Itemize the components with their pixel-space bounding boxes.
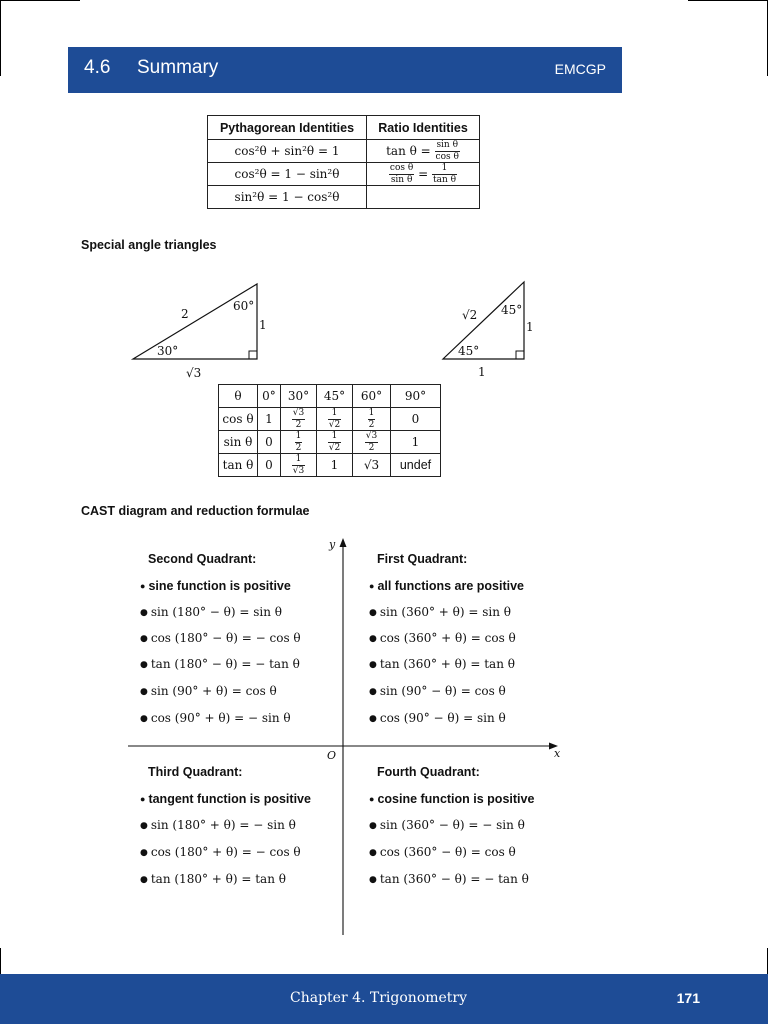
crop-mark-bottom-left-v (0, 948, 1, 974)
bullet-icon: ● (369, 634, 377, 644)
fraction-numerator: √3 (365, 430, 378, 441)
side-label-base: 1 (478, 365, 486, 379)
fraction-numerator: sin θ (436, 139, 459, 150)
list-item (369, 792, 534, 806)
chapter-label: Chapter 4. Trigonometry (290, 990, 468, 1006)
formula: sin (90° − θ) = cos θ (379, 684, 506, 698)
triangle-30-60-outline (133, 284, 257, 359)
list-item (140, 845, 301, 859)
table-row (208, 116, 480, 140)
list-item (140, 711, 291, 725)
list-item (140, 684, 277, 698)
fraction-denominator: cos θ (435, 151, 459, 162)
table-row (208, 186, 480, 209)
list-item (140, 657, 300, 671)
bullet-icon: ● (369, 794, 375, 804)
bullet-icon: ● (369, 660, 377, 670)
row-label-sin: sin θ (219, 431, 258, 454)
y-axis-arrowhead (340, 538, 347, 547)
page-number: 171 (676, 990, 700, 1006)
formula: cos (180° − θ) = − cos θ (150, 631, 301, 645)
bullet-icon: ● (369, 875, 377, 885)
fraction-numerator: cos θ (389, 162, 414, 173)
table-row (208, 163, 480, 186)
pythagorean-identity: cos²θ = 1 − sin²θ (208, 163, 367, 186)
table-header: 45° (317, 385, 353, 408)
bullet-icon: ● (140, 608, 148, 618)
table-row (208, 140, 480, 163)
table-header: 60° (353, 385, 391, 408)
table-cell: 1 (258, 408, 281, 431)
bullet-icon: ● (369, 848, 377, 858)
third-quadrant-title: Third Quadrant: (148, 765, 243, 779)
list-item (369, 579, 524, 593)
table-row (219, 408, 441, 431)
value-fraction (292, 455, 305, 476)
quadrant-lead: cosine function is positive (377, 792, 535, 806)
value-fraction (328, 432, 341, 453)
fraction-denominator: 2 (368, 442, 375, 453)
formula: cos (360° − θ) = cos θ (379, 845, 516, 859)
value-fraction (365, 432, 378, 453)
list-item (369, 657, 515, 671)
triangle-45-outline (443, 282, 524, 359)
row-label-tan: tan θ (219, 454, 258, 477)
angle-label-45-left: 45° (458, 344, 480, 358)
empty-cell (367, 186, 480, 209)
pythagorean-identity: sin²θ = 1 − cos²θ (208, 186, 367, 209)
equals-sign: = (418, 166, 429, 181)
fraction-denominator: 2 (368, 419, 375, 430)
table-cell: 1 (391, 431, 441, 454)
table-cell (317, 431, 353, 454)
fraction-numerator: 1 (328, 432, 341, 443)
pythagorean-identity: cos²θ + sin²θ = 1 (208, 140, 367, 163)
bullet-icon: ● (140, 581, 146, 591)
cast-axes (0, 530, 768, 950)
list-item (140, 631, 301, 645)
list-item (140, 872, 286, 886)
list-item (140, 792, 311, 806)
fourth-quadrant-title: Fourth Quadrant: (377, 765, 480, 779)
formula: tan (360° + θ) = tan θ (379, 657, 515, 671)
special-angles-heading: Special angle triangles (81, 238, 217, 252)
second-quadrant-title: Second Quadrant: (148, 552, 257, 566)
list-item (369, 684, 506, 698)
fraction-numerator: 1 (295, 430, 302, 441)
triangle-30-60-90 (0, 280, 768, 380)
table-header-ratio: Ratio Identities (367, 116, 480, 140)
angle-label-30: 30° (157, 344, 179, 358)
special-angle-table (218, 384, 441, 477)
table-row (219, 454, 441, 477)
table-cell (317, 408, 353, 431)
fraction-denominator: tan θ (433, 174, 457, 185)
fraction-denominator: √2 (328, 419, 341, 430)
formula: tan (180° + θ) = tan θ (150, 872, 286, 886)
table-cell: √3 (353, 454, 391, 477)
table-header: 90° (391, 385, 441, 408)
fraction-denominator: √3 (292, 465, 305, 476)
section-header (68, 47, 622, 93)
bullet-icon: ● (140, 875, 148, 885)
bullet-icon: ● (140, 660, 148, 670)
list-item (369, 872, 529, 886)
right-angle-marker (516, 351, 524, 359)
y-axis-label: y (329, 538, 336, 551)
bullet-icon: ● (140, 821, 148, 831)
value-fraction (292, 409, 305, 430)
list-item (369, 845, 516, 859)
hypotenuse-label: 2 (181, 307, 189, 321)
table-cell: 0 (258, 454, 281, 477)
value-fraction (295, 432, 303, 453)
ratio-fraction (389, 164, 414, 185)
cast-heading: CAST diagram and reduction formulae (81, 504, 310, 518)
bullet-icon: ● (369, 581, 375, 591)
crop-mark-top-left-v (0, 0, 1, 76)
table-cell: 0 (258, 431, 281, 454)
section-title: Summary (137, 57, 219, 78)
table-header: 30° (281, 385, 317, 408)
page-footer (0, 974, 768, 1024)
side-label-vertical: 1 (526, 320, 534, 334)
fraction-denominator: 2 (295, 442, 302, 453)
table-cell (353, 408, 391, 431)
bullet-icon: ● (369, 608, 377, 618)
list-item (369, 605, 511, 619)
ratio-identity-tan (367, 140, 480, 163)
row-label-cos: cos θ (219, 408, 258, 431)
fraction-numerator: 1 (328, 409, 341, 420)
list-item (140, 605, 282, 619)
table-header-pythagorean: Pythagorean Identities (208, 116, 367, 140)
ratio-fraction (432, 164, 457, 185)
bullet-icon: ● (369, 714, 377, 724)
table-header: 0° (258, 385, 281, 408)
formula: sin (180° + θ) = − sin θ (150, 818, 296, 832)
angle-label-45-top: 45° (501, 303, 523, 317)
formula: sin (180° − θ) = sin θ (150, 605, 283, 619)
formula: tan (360° − θ) = − tan θ (379, 872, 529, 886)
list-item (140, 818, 296, 832)
fraction-denominator: 2 (295, 419, 302, 430)
table-cell: 1 (317, 454, 353, 477)
formula: sin (360° − θ) = − sin θ (379, 818, 525, 832)
ratio-identity-lhs: tan θ = (386, 143, 431, 158)
table-header: θ (219, 385, 258, 408)
bullet-icon: ● (140, 714, 148, 724)
formula: cos (90° − θ) = sin θ (379, 711, 506, 725)
list-item (369, 818, 525, 832)
fraction-numerator: 1 (432, 164, 457, 175)
formula: tan (180° − θ) = − tan θ (150, 657, 300, 671)
table-cell (281, 454, 317, 477)
list-item (369, 631, 516, 645)
quadrant-lead: sine function is positive (148, 579, 291, 593)
quadrant-lead: tangent function is positive (148, 792, 311, 806)
fraction-denominator: √2 (328, 442, 341, 453)
ratio-fraction (435, 141, 460, 162)
table-cell (353, 431, 391, 454)
identities-table (207, 115, 480, 209)
formula: cos (180° + θ) = − cos θ (150, 845, 301, 859)
bullet-icon: ● (140, 794, 146, 804)
table-cell (281, 408, 317, 431)
origin-label: O (327, 749, 337, 762)
table-row (219, 385, 441, 408)
formula: cos (90° + θ) = − sin θ (150, 711, 291, 725)
formula: sin (90° + θ) = cos θ (150, 684, 277, 698)
bullet-icon: ● (140, 634, 148, 644)
bullet-icon: ● (369, 821, 377, 831)
right-angle-marker (249, 351, 257, 359)
formula: sin (360° + θ) = sin θ (379, 605, 512, 619)
list-item (369, 711, 506, 725)
first-quadrant-title: First Quadrant: (377, 552, 468, 566)
side-label-vertical: 1 (259, 318, 267, 332)
section-number: 4.6 (84, 57, 111, 78)
fraction-numerator: 1 (292, 455, 305, 466)
table-cell: 0 (391, 408, 441, 431)
table-cell (281, 431, 317, 454)
table-cell: undef (391, 454, 441, 477)
formula: cos (360° + θ) = cos θ (379, 631, 516, 645)
side-label-base: √3 (186, 366, 202, 380)
value-fraction (328, 409, 341, 430)
bullet-icon: ● (369, 687, 377, 697)
ratio-identity-cot (367, 163, 480, 186)
fraction-denominator: sin θ (390, 174, 413, 185)
crop-mark-top-right-h (688, 0, 768, 1)
bullet-icon: ● (140, 687, 148, 697)
crop-mark-top-left-h (0, 0, 80, 1)
angle-label-60: 60° (233, 299, 255, 313)
x-axis-label: x (554, 747, 561, 760)
section-code: EMCGP (554, 61, 606, 77)
quadrant-lead: all functions are positive (377, 579, 525, 593)
value-fraction (368, 409, 376, 430)
table-row (219, 431, 441, 454)
bullet-icon: ● (140, 848, 148, 858)
list-item (140, 579, 291, 593)
fraction-numerator: 1 (368, 407, 375, 418)
fraction-numerator: √3 (292, 407, 305, 418)
hypotenuse-label: √2 (462, 308, 478, 322)
